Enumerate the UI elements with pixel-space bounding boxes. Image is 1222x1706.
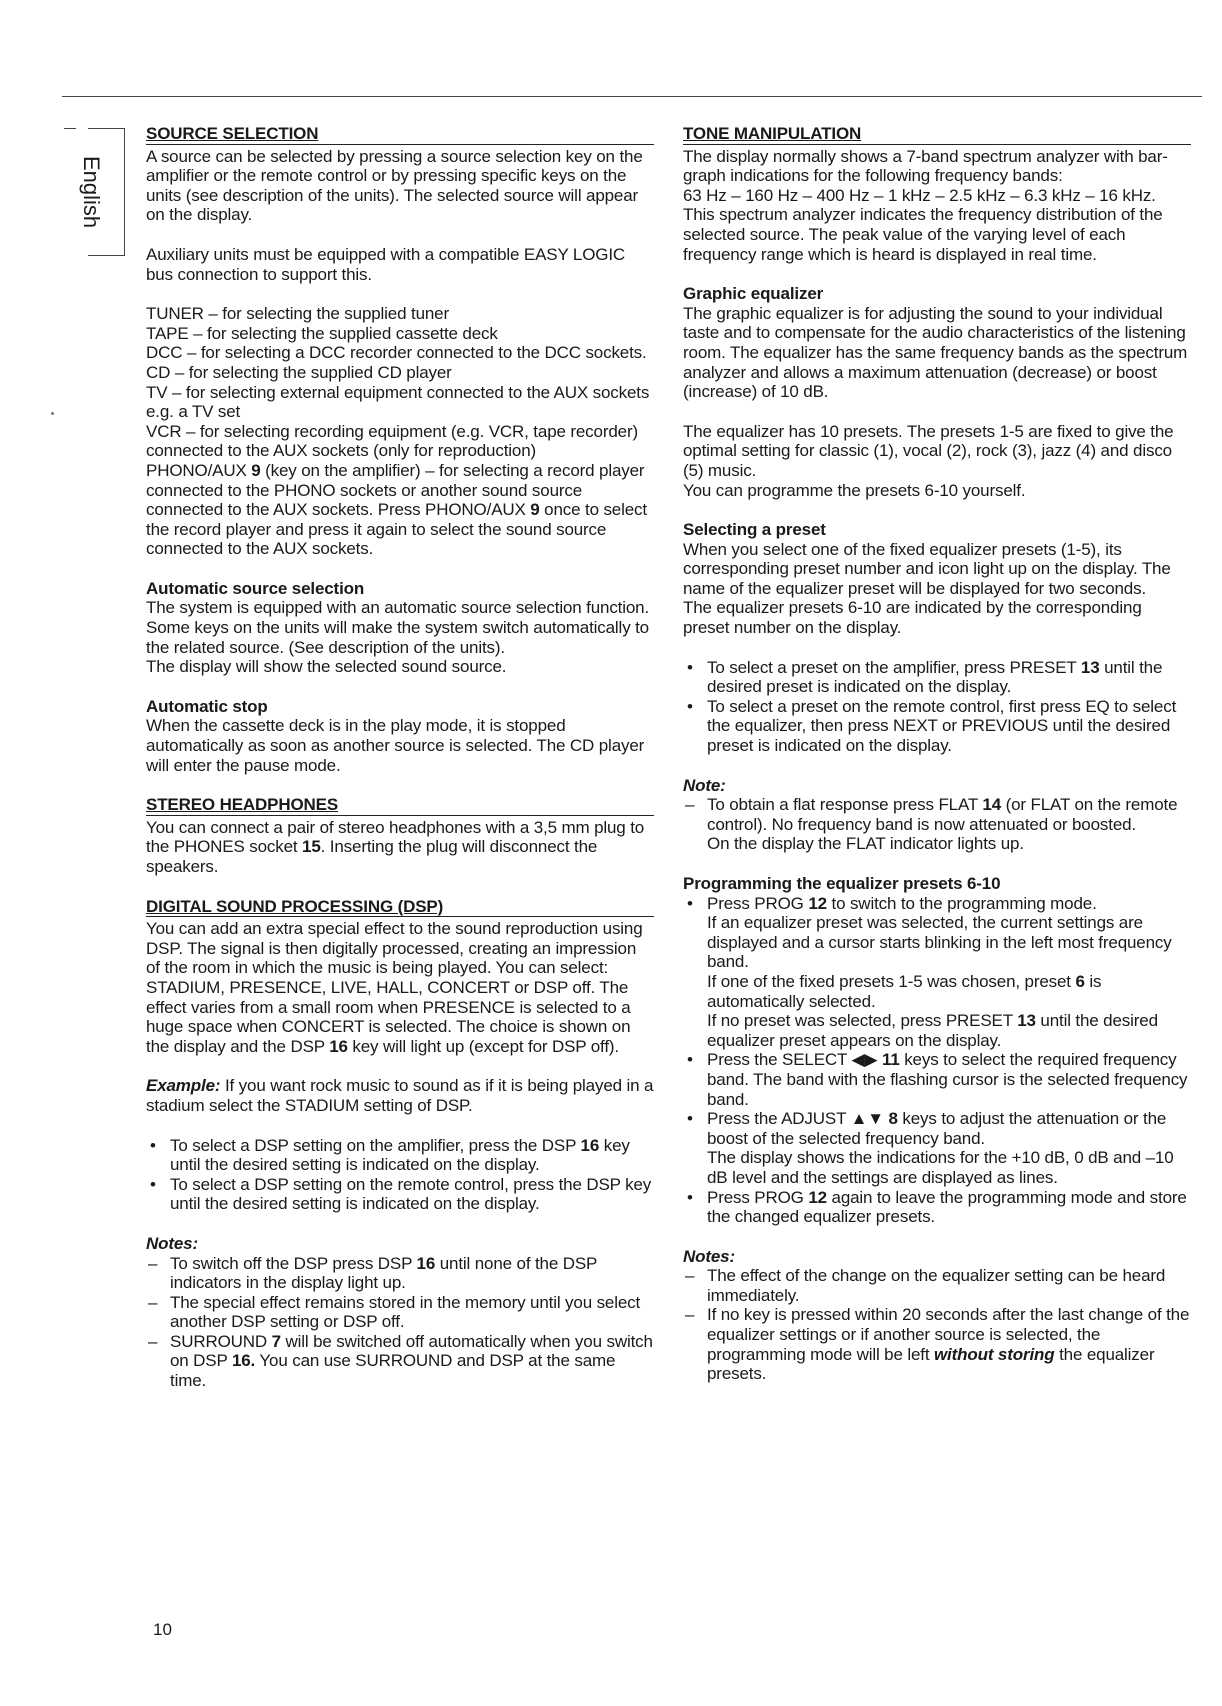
list-item: – The special effect remains stored in the memory until you select another DSP setting or DSP off. bbox=[146, 1293, 654, 1332]
language-tab bbox=[60, 124, 130, 256]
graphic-eq-presets-2: You can programme the presets 6-10 yourself. bbox=[683, 480, 1026, 500]
tone-heading: TONE MANIPULATION bbox=[683, 124, 1191, 145]
stray-dot bbox=[51, 412, 54, 415]
page-number: 10 bbox=[153, 1620, 172, 1639]
dsp-example: Example: If you want rock music to sound as if it is being played in a stadium select the STADIUM setting of DSP. bbox=[146, 1076, 654, 1115]
programming-steps bbox=[683, 894, 1191, 1227]
headphones-heading: STEREO HEADPHONES bbox=[146, 795, 654, 816]
list-item: – The effect of the change on the equalizer setting can be heard immediately. bbox=[683, 1266, 1191, 1305]
list-item: – If no key is pressed within 20 seconds after the last change of the equalizer settings or if another source is selected, the programming mode will be left without storing the equalizer presets. bbox=[683, 1305, 1191, 1383]
list-item: – To switch off the DSP press DSP 16 until none of the DSP indicators in the display light up. bbox=[146, 1254, 654, 1293]
auto-stop-text: When the cassette deck is in the play mode, it is stopped automatically as soon as another source is selected. The CD player will enter the pause mode. bbox=[146, 716, 645, 775]
source-item: CD – for selecting the supplied CD player bbox=[146, 362, 452, 382]
auto-stop-heading: Automatic stop bbox=[146, 696, 268, 716]
top-rule bbox=[62, 96, 1202, 97]
auto-source-heading: Automatic source selection bbox=[146, 578, 365, 598]
list-item: • To select a preset on the remote control, first press EQ to select the equalizer, then press NEXT or PREVIOUS until the desired preset is indicated on the display. bbox=[683, 697, 1191, 756]
list-item: • To select a DSP setting on the remote control, press the DSP key until the desired setting is indicated on the display. bbox=[146, 1175, 654, 1214]
preset-note-heading: Note: bbox=[683, 775, 726, 795]
tone-line-2: 63 Hz – 160 Hz – 400 Hz – 1 kHz – 2.5 kHz – 6.3 kHz – 16 kHz. bbox=[683, 185, 1156, 205]
programming-notes bbox=[683, 1266, 1191, 1384]
tone-line-3: This spectrum analyzer indicates the frequency distribution of the selected source. The peak value of the varying level of each frequency range which is heard is displayed in real time. bbox=[683, 205, 1163, 264]
list-item: • Press PROG 12 to switch to the programming mode. If an equalizer preset was selected, the current settings are displayed and a cursor starts blinking in the left most frequency band. If one of the fixed presets 1-5 was chosen, preset 6 is automatically selected. If no preset was selected, press PRESET 13 until the desired equalizer preset appears on the display. bbox=[683, 894, 1191, 1051]
source-item: TV – for selecting external equipment connected to the AUX sockets e.g. a TV set bbox=[146, 382, 650, 422]
select-preset-heading: Selecting a preset bbox=[683, 520, 826, 540]
programming-notes-heading: Notes: bbox=[683, 1246, 735, 1266]
select-preset-bullets bbox=[683, 658, 1191, 756]
dsp-text: You can add an extra special effect to the sound reproduction using DSP. The signal is then digitally processed, creating an impression of the room in which the music is being played. You can select: STADIUM, PRESENCE, LIVE, HALL, CONCERT or DSP off. The effect varies from a small room when PRESENCE is selected to a huge space when CONCERT is selected. The choice is shown on the display and the DSP 16 key will light up (except for DSP off). bbox=[146, 919, 643, 1056]
list-item: • To select a preset on the amplifier, press PRESET 13 until the desired preset is indicated on the display. bbox=[683, 658, 1191, 697]
graphic-eq-heading: Graphic equalizer bbox=[683, 284, 824, 304]
list-item: • Press PROG 12 again to leave the programming mode and store the changed equalizer presets. bbox=[683, 1188, 1191, 1227]
source-selection-intro: A source can be selected by pressing a source selection key on the amplifier or the remote control or by pressing specific keys on the units (see description of the units). The selected source will appear on the display. bbox=[146, 146, 643, 225]
source-item: DCC – for selecting a DCC recorder connected to the DCC sockets. bbox=[146, 343, 647, 363]
headphones-text: You can connect a pair of stereo headphones with a 3,5 mm plug to the PHONES socket 15. Inserting the plug will disconnect the speakers. bbox=[146, 817, 645, 876]
source-item-phono: PHONO/AUX 9 (key on the amplifier) – for selecting a record player connected to the PHONO sockets or another sound source connected to the AUX sockets. Press PHONO/AUX 9 once to select the record player and press it again to select the sound source connected to the AUX sockets. bbox=[146, 460, 647, 559]
dsp-notes bbox=[146, 1254, 654, 1391]
source-item: VCR – for selecting recording equipment (e.g. VCR, tape recorder) connected to the AUX sockets (only for reproduction) bbox=[146, 421, 638, 461]
tab-dash bbox=[64, 128, 76, 129]
source-selection-heading: SOURCE SELECTION bbox=[146, 124, 654, 145]
graphic-eq-text: The graphic equalizer is for adjusting the sound to your individual taste and to compensate for the audio characteristics of the listening room. The equalizer has the same frequency bands as the spectrum analyzer and allows a maximum attenuation (decrease) or boost (increase) of 10 dB. bbox=[683, 303, 1188, 402]
source-item: TAPE – for selecting the supplied cassette deck bbox=[146, 323, 498, 343]
source-list bbox=[146, 304, 654, 559]
dsp-heading: DIGITAL SOUND PROCESSING (DSP) bbox=[146, 897, 654, 918]
source-item: TUNER – for selecting the supplied tuner bbox=[146, 304, 449, 324]
list-item: – SURROUND 7 will be switched off automatically when you switch on DSP 16. You can use SURROUND and DSP at the same time. bbox=[146, 1332, 654, 1391]
dsp-notes-heading: Notes: bbox=[146, 1233, 198, 1253]
left-column bbox=[146, 124, 654, 1411]
list-item: • Press the SELECT ◀▶ 11 keys to select the required frequency band. The band with the flashing cursor is the selected frequency band. bbox=[683, 1050, 1191, 1109]
auto-source-text-2: The display will show the selected sound source. bbox=[146, 657, 507, 677]
language-label: English bbox=[79, 156, 104, 229]
tone-line-1: The display normally shows a 7-band spectrum analyzer with bar-graph indications for the following frequency bands: bbox=[683, 146, 1168, 186]
list-item: • To select a DSP setting on the amplifier, press the DSP 16 key until the desired setting is indicated on the display. bbox=[146, 1136, 654, 1175]
select-preset-text-2: The equalizer presets 6-10 are indicated by the corresponding preset number on the display. bbox=[683, 598, 1142, 638]
list-item: • Press the ADJUST ▲▼ 8 keys to adjust the attenuation or the boost of the selected frequency band. The display shows the indications for the +10 dB, 0 dB and –10 dB level and the settings are displayed as lines. bbox=[683, 1109, 1191, 1187]
programming-heading: Programming the equalizer presets 6-10 bbox=[683, 874, 1001, 893]
graphic-eq-presets: The equalizer has 10 presets. The presets 1-5 are fixed to give the optimal setting for classic (1), vocal (2), rock (3), jazz (4) and disco (5) music. bbox=[683, 421, 1174, 480]
right-column bbox=[683, 124, 1191, 1404]
auto-source-text: The system is equipped with an automatic source selection function. Some keys on the units will make the system switch automatically to the related source. (See description of the units). bbox=[146, 598, 650, 657]
dsp-bullets bbox=[146, 1136, 654, 1214]
aux-note: Auxiliary units must be equipped with a compatible EASY LOGIC bus connection to support this. bbox=[146, 244, 626, 284]
preset-note bbox=[683, 795, 1191, 854]
list-item: – To obtain a flat response press FLAT 14 (or FLAT on the remote control). No frequency band is now attenuated or boosted. On the display the FLAT indicator lights up. bbox=[683, 795, 1191, 854]
select-preset-text: When you select one of the fixed equalizer presets (1-5), its corresponding preset number and icon light up on the display. The name of the equalizer preset will be displayed for two seconds. bbox=[683, 539, 1171, 598]
